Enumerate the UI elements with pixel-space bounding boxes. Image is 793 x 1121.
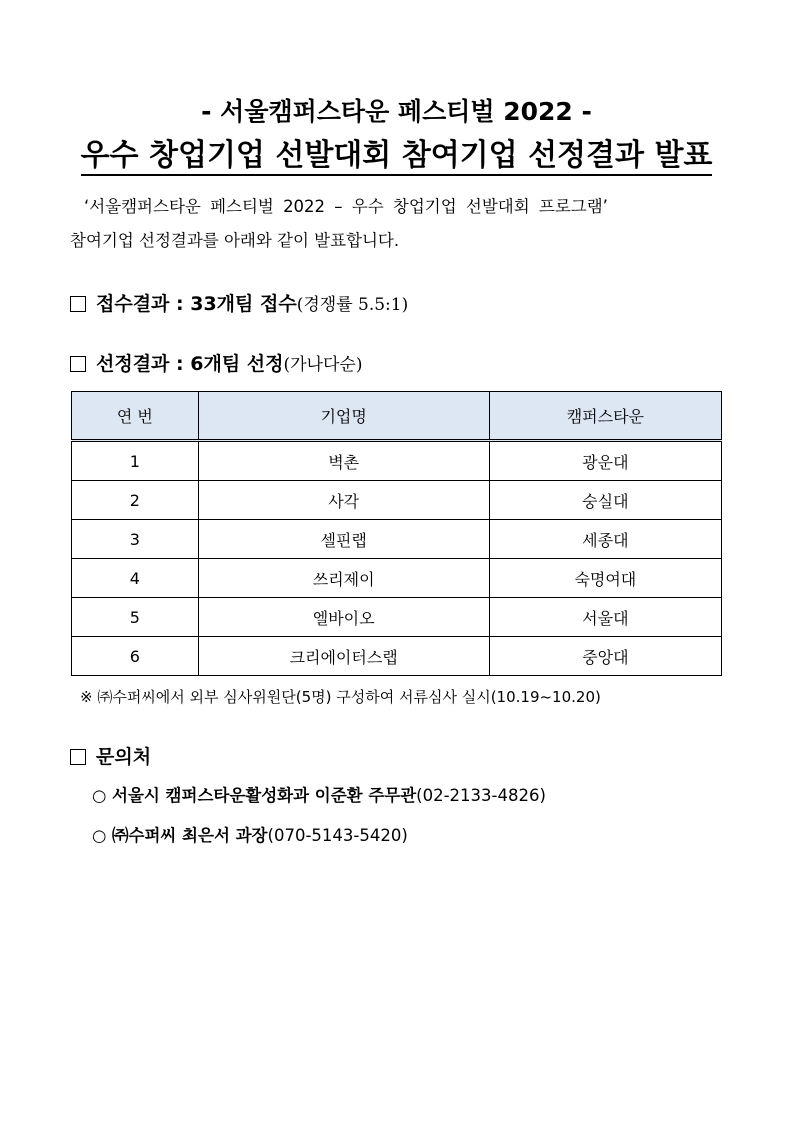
row-company: 벽촌 — [198, 441, 489, 481]
selection-label: 선정결과 : 6개팀 선정 — [96, 353, 284, 375]
row-number: 4 — [72, 559, 199, 598]
row-company: 크리에이터스랩 — [198, 637, 489, 676]
review-note: ※ ㈜수퍼씨에서 외부 심사위원단(5명) 구성하여 서류심사 실시(10.19~10.20) — [80, 688, 601, 706]
intro-line-1: ‘서울캠퍼스타운 페스티벌 2022 – 우수 창업기업 선발대회 프로그램’ — [84, 197, 608, 216]
table-row — [72, 637, 722, 676]
row-number: 5 — [72, 598, 199, 637]
circle-bullet-icon: ○ — [92, 826, 107, 845]
row-campustown: 서울대 — [489, 598, 721, 637]
row-campustown: 숭실대 — [489, 481, 721, 520]
table-row — [72, 481, 722, 520]
row-company: 셀핀랩 — [198, 520, 489, 559]
selection-result — [70, 349, 362, 376]
row-number: 2 — [72, 481, 199, 520]
checkbox-square-icon — [70, 749, 86, 765]
contact-phone: (070-5143-5420) — [267, 826, 408, 845]
header-campustown: 캠퍼스타운 — [489, 392, 721, 441]
row-campustown: 숙명여대 — [489, 559, 721, 598]
festival-title: - 서울캠퍼스타운 페스티벌 2022 - — [201, 97, 592, 126]
row-campustown: 세종대 — [489, 520, 721, 559]
reception-label: 접수결과 : 33개팀 접수 — [96, 293, 297, 315]
reception-result — [70, 289, 408, 316]
row-company: 쓰리제이 — [198, 559, 489, 598]
row-company: 사각 — [198, 481, 489, 520]
row-campustown: 광운대 — [489, 441, 721, 481]
contact-item — [92, 822, 408, 846]
selection-table — [71, 391, 722, 676]
announcement-title-text: 우수 창업기업 선발대회 참여기업 선정결과 발표 — [81, 138, 713, 176]
contact-item — [92, 782, 546, 806]
row-company: 엘바이오 — [198, 598, 489, 637]
table-header-row — [72, 392, 722, 441]
row-number: 3 — [72, 520, 199, 559]
table-row — [72, 441, 722, 481]
table-row — [72, 520, 722, 559]
announcement-title — [0, 130, 793, 174]
row-campustown: 중앙대 — [489, 637, 721, 676]
header-company: 기업명 — [198, 392, 489, 441]
checkbox-square-icon — [70, 296, 86, 312]
selection-detail: (가나다순) — [283, 355, 363, 375]
row-number: 1 — [72, 441, 199, 481]
intro-line-2: 참여기업 선정결과를 아래와 같이 발표합니다. — [70, 231, 400, 250]
reception-detail: (경쟁률 5.5:1) — [296, 295, 409, 315]
header-number: 연 번 — [72, 392, 199, 441]
contact-phone: (02-2133-4826) — [416, 786, 546, 805]
checkbox-square-icon — [70, 356, 86, 372]
circle-bullet-icon: ○ — [92, 786, 107, 805]
contact-name: 서울시 캠퍼스타운활성화과 이준환 주무관 — [112, 786, 417, 805]
row-number: 6 — [72, 637, 199, 676]
contact-name: ㈜수퍼씨 최은서 과장 — [112, 826, 268, 845]
contact-heading — [70, 742, 151, 769]
table-row — [72, 559, 722, 598]
contact-heading-text: 문의처 — [96, 746, 152, 768]
table-row — [72, 598, 722, 637]
